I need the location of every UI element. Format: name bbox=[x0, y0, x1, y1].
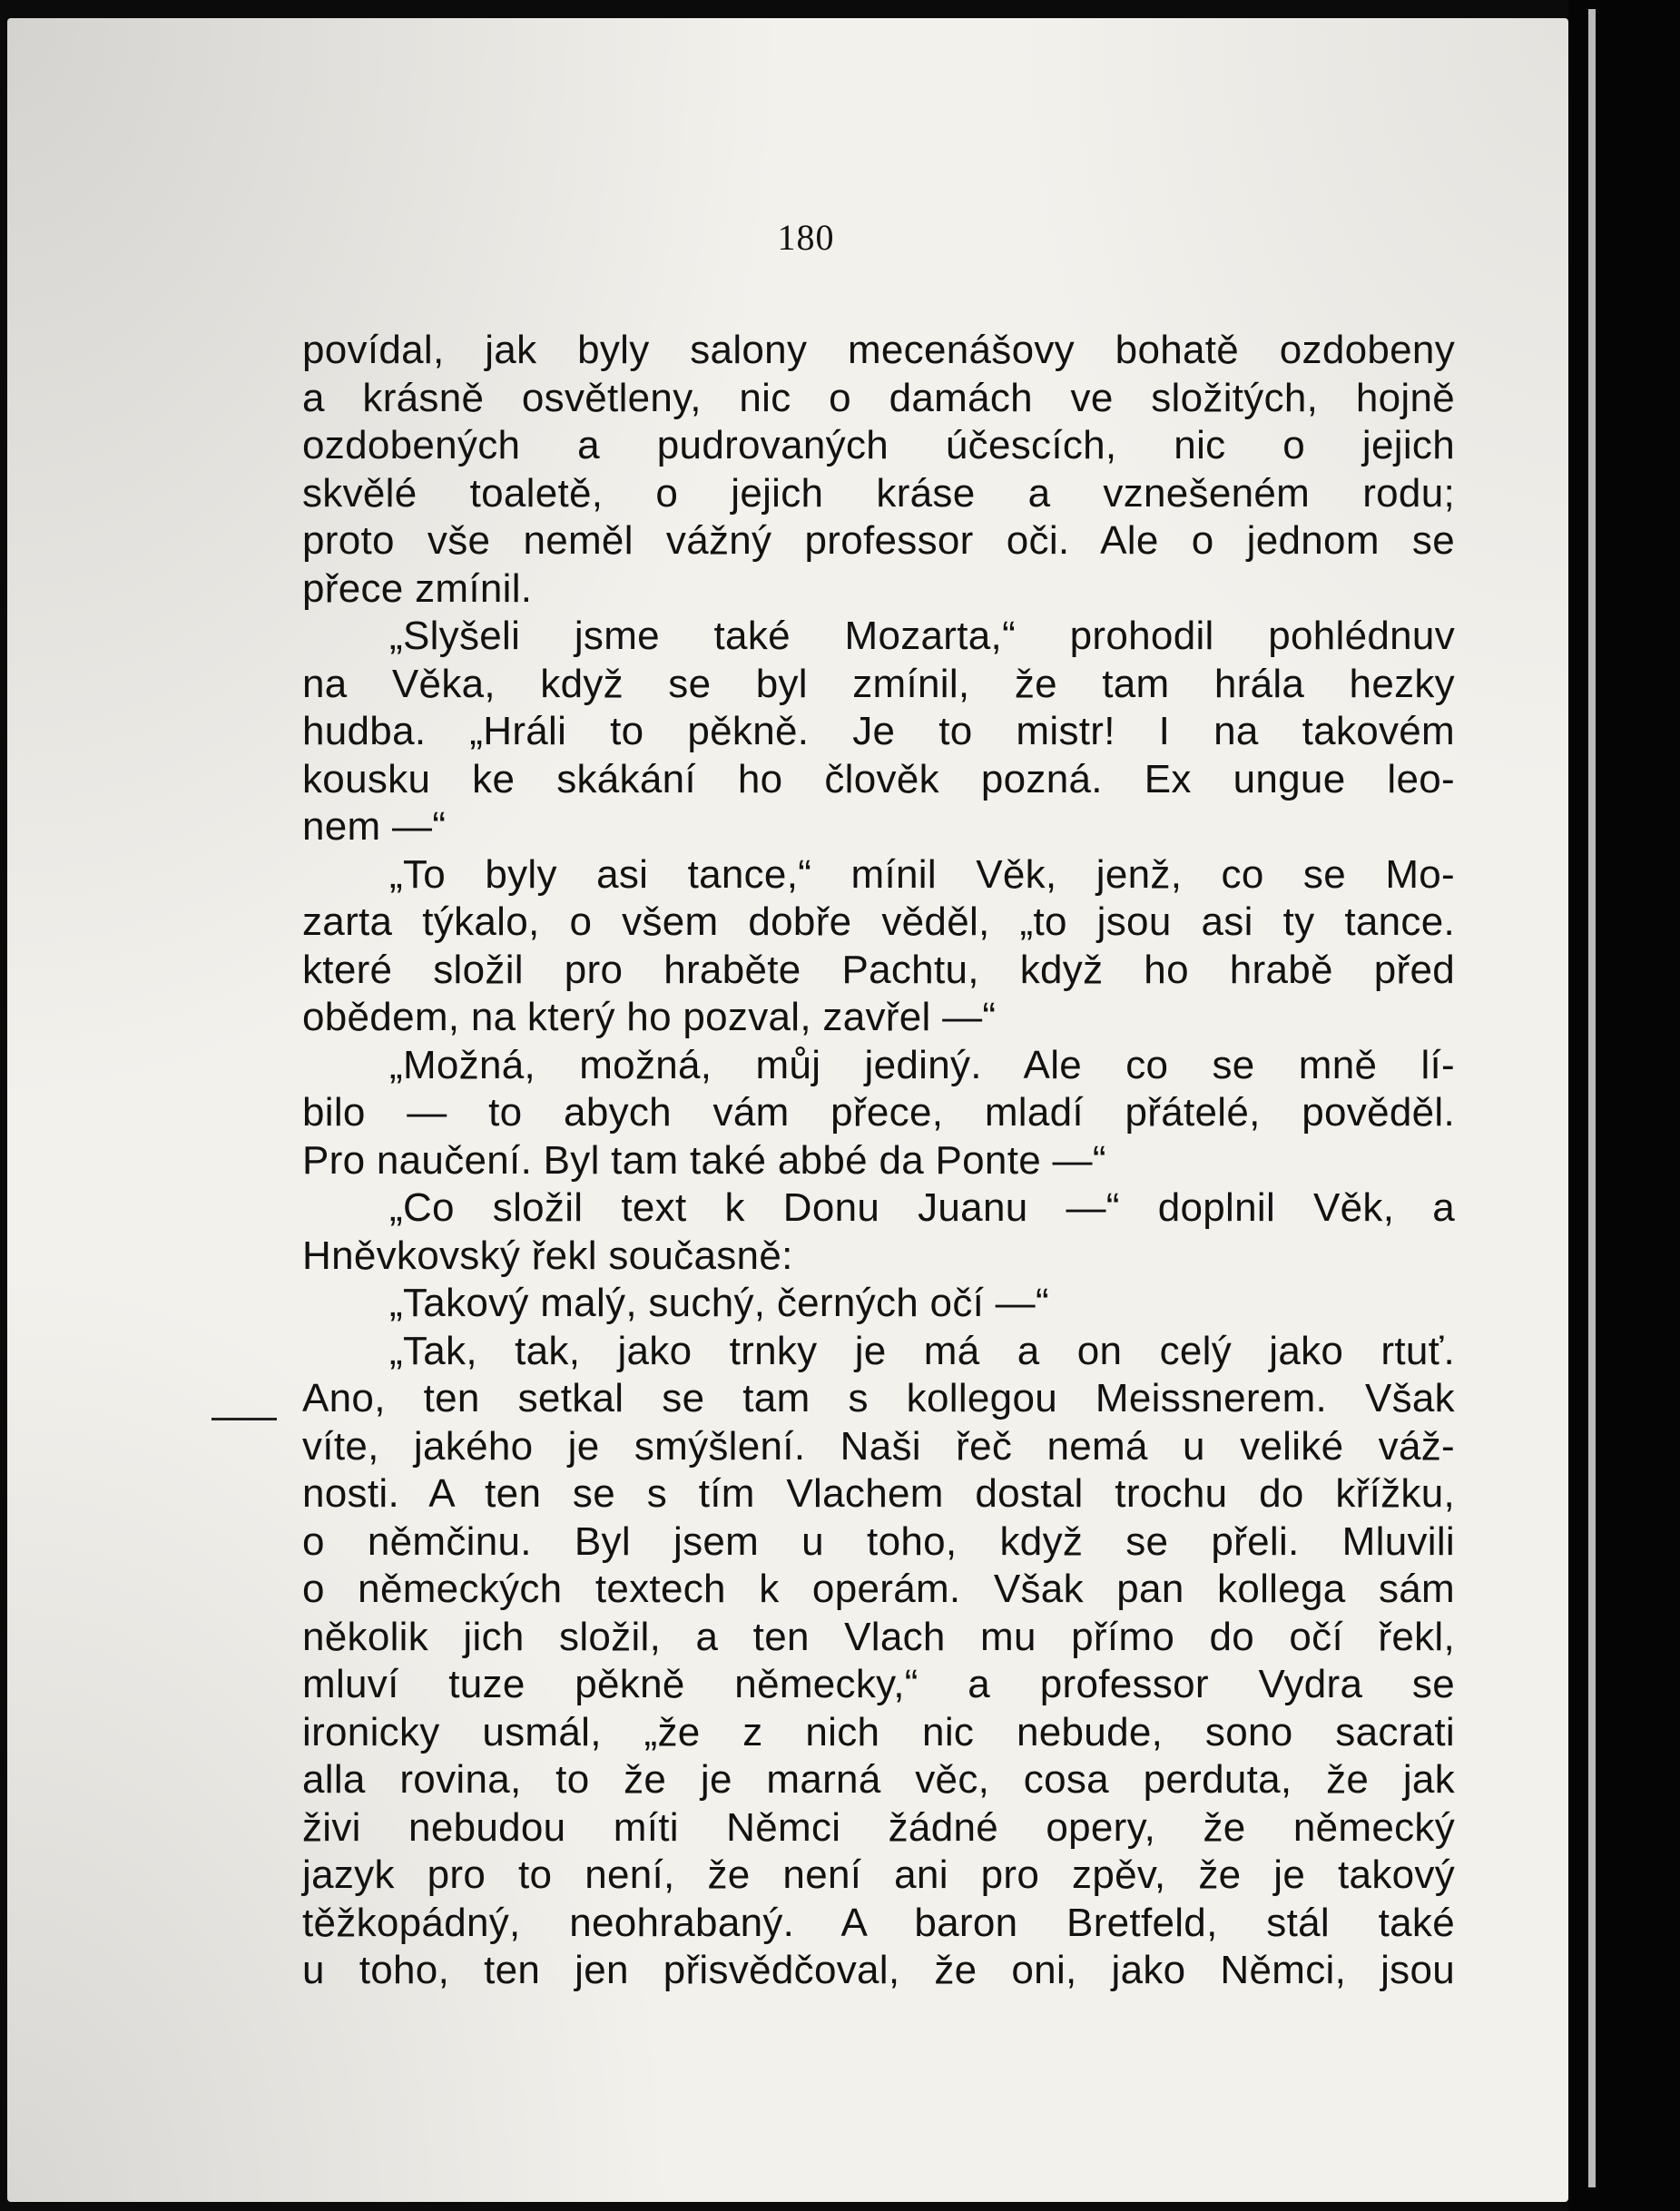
text-line: Hněvkovský řekl současně: bbox=[302, 1233, 793, 1278]
text-line: obědem, na který ho pozval, zavřel —“ bbox=[302, 995, 997, 1039]
text-line: o německých textech k operám. Však pan kollega sám bbox=[302, 1567, 1455, 1611]
margin-mark bbox=[211, 1418, 277, 1420]
text-line: Pro naučení. Byl tam také abbé da Ponte —“ bbox=[302, 1137, 1106, 1183]
text-line: bilo — to abych vám přece, mladí přátelé, pověděl. bbox=[302, 1090, 1455, 1135]
text-line: „Slyšeli jsme také Mozarta,“ prohodil pohlédnuv bbox=[389, 614, 1455, 658]
scan-edge-strip bbox=[1588, 9, 1596, 2187]
text-line: nem —“ bbox=[302, 804, 447, 849]
text-line: živi nebudou míti Němci žádné opery, že německý bbox=[302, 1804, 1455, 1850]
text-line: kousku ke skákání ho člověk pozná. Ex ungue leo- bbox=[302, 756, 1455, 801]
text-line: o němčinu. Byl jsem u toho, když se přeli. Mluvili bbox=[302, 1518, 1455, 1564]
text-line: skvělé toaletě, o jejich kráse a vznešeném rodu; bbox=[302, 470, 1455, 516]
text-line: ironicky usmál, „že z nich nic nebude, sono sacrati bbox=[302, 1709, 1455, 1754]
scan-edge bbox=[1568, 0, 1680, 2211]
text-line: přece zmínil. bbox=[302, 565, 533, 611]
text-line: „Takový malý, suchý, černých očí —“ bbox=[389, 1281, 1049, 1325]
text-line: ozdobených a pudrovaných účescích, nic o jejich bbox=[302, 423, 1455, 467]
text-line: „Možná, možná, můj jediný. Ale co se mně lí- bbox=[389, 1042, 1455, 1087]
text-line: jazyk pro to není, že není ani pro zpěv, že je takový bbox=[302, 1852, 1455, 1897]
text-line: nosti. A ten se s tím Vlachem dostal trochu do křížku, bbox=[302, 1471, 1455, 1516]
text-line: a krásně osvětleny, nic o damách ve složitých, hojně bbox=[302, 375, 1455, 420]
text-line: mluví tuze pěkně německy,“ a professor Vydra se bbox=[302, 1662, 1455, 1706]
text-line: „To byly asi tance,“ mínil Věk, jenž, co se Mo- bbox=[389, 851, 1455, 897]
text-line: „Co složil text k Donu Juanu —“ doplnil Věk, a bbox=[389, 1185, 1455, 1230]
text-line: které složil pro hraběte Pachtu, když ho hrabě před bbox=[302, 947, 1455, 992]
book-page bbox=[7, 18, 1568, 2202]
text-line: těžkopádný, neohrabaný. A baron Bretfeld, stál také bbox=[302, 1900, 1455, 1945]
body-text bbox=[302, 327, 1455, 1995]
text-line: proto vše neměl vážný professor oči. Ale o jednom se bbox=[302, 518, 1455, 563]
text-line: hudba. „Hráli to pěkně. Je to mistr! I na takovém bbox=[302, 709, 1455, 753]
text-line: několik jich složil, a ten Vlach mu přímo do očí řekl, bbox=[302, 1614, 1455, 1659]
text-line: zarta týkalo, o všem dobře věděl, „to jsou asi ty tance. bbox=[302, 899, 1455, 944]
text-line: víte, jakého je smýšlení. Naši řeč nemá u veliké váž- bbox=[302, 1423, 1455, 1469]
text-line: Ano, ten setkal se tam s kollegou Meissnerem. Však bbox=[302, 1376, 1455, 1420]
text-line: povídal, jak byly salony mecenášovy bohatě ozdobeny bbox=[302, 328, 1455, 372]
text-line: na Věka, když se byl zmínil, že tam hrála hezky bbox=[302, 661, 1455, 706]
text-line: „Tak, tak, jako trnky je má a on celý jako rtuť. bbox=[389, 1328, 1455, 1373]
text-line: alla rovina, to že je marná věc, cosa perduta, že jak bbox=[302, 1757, 1455, 1802]
page-number: 180 bbox=[777, 217, 835, 258]
text-line: u toho, ten jen přisvědčoval, že oni, jako Němci, jsou bbox=[302, 1948, 1455, 1992]
